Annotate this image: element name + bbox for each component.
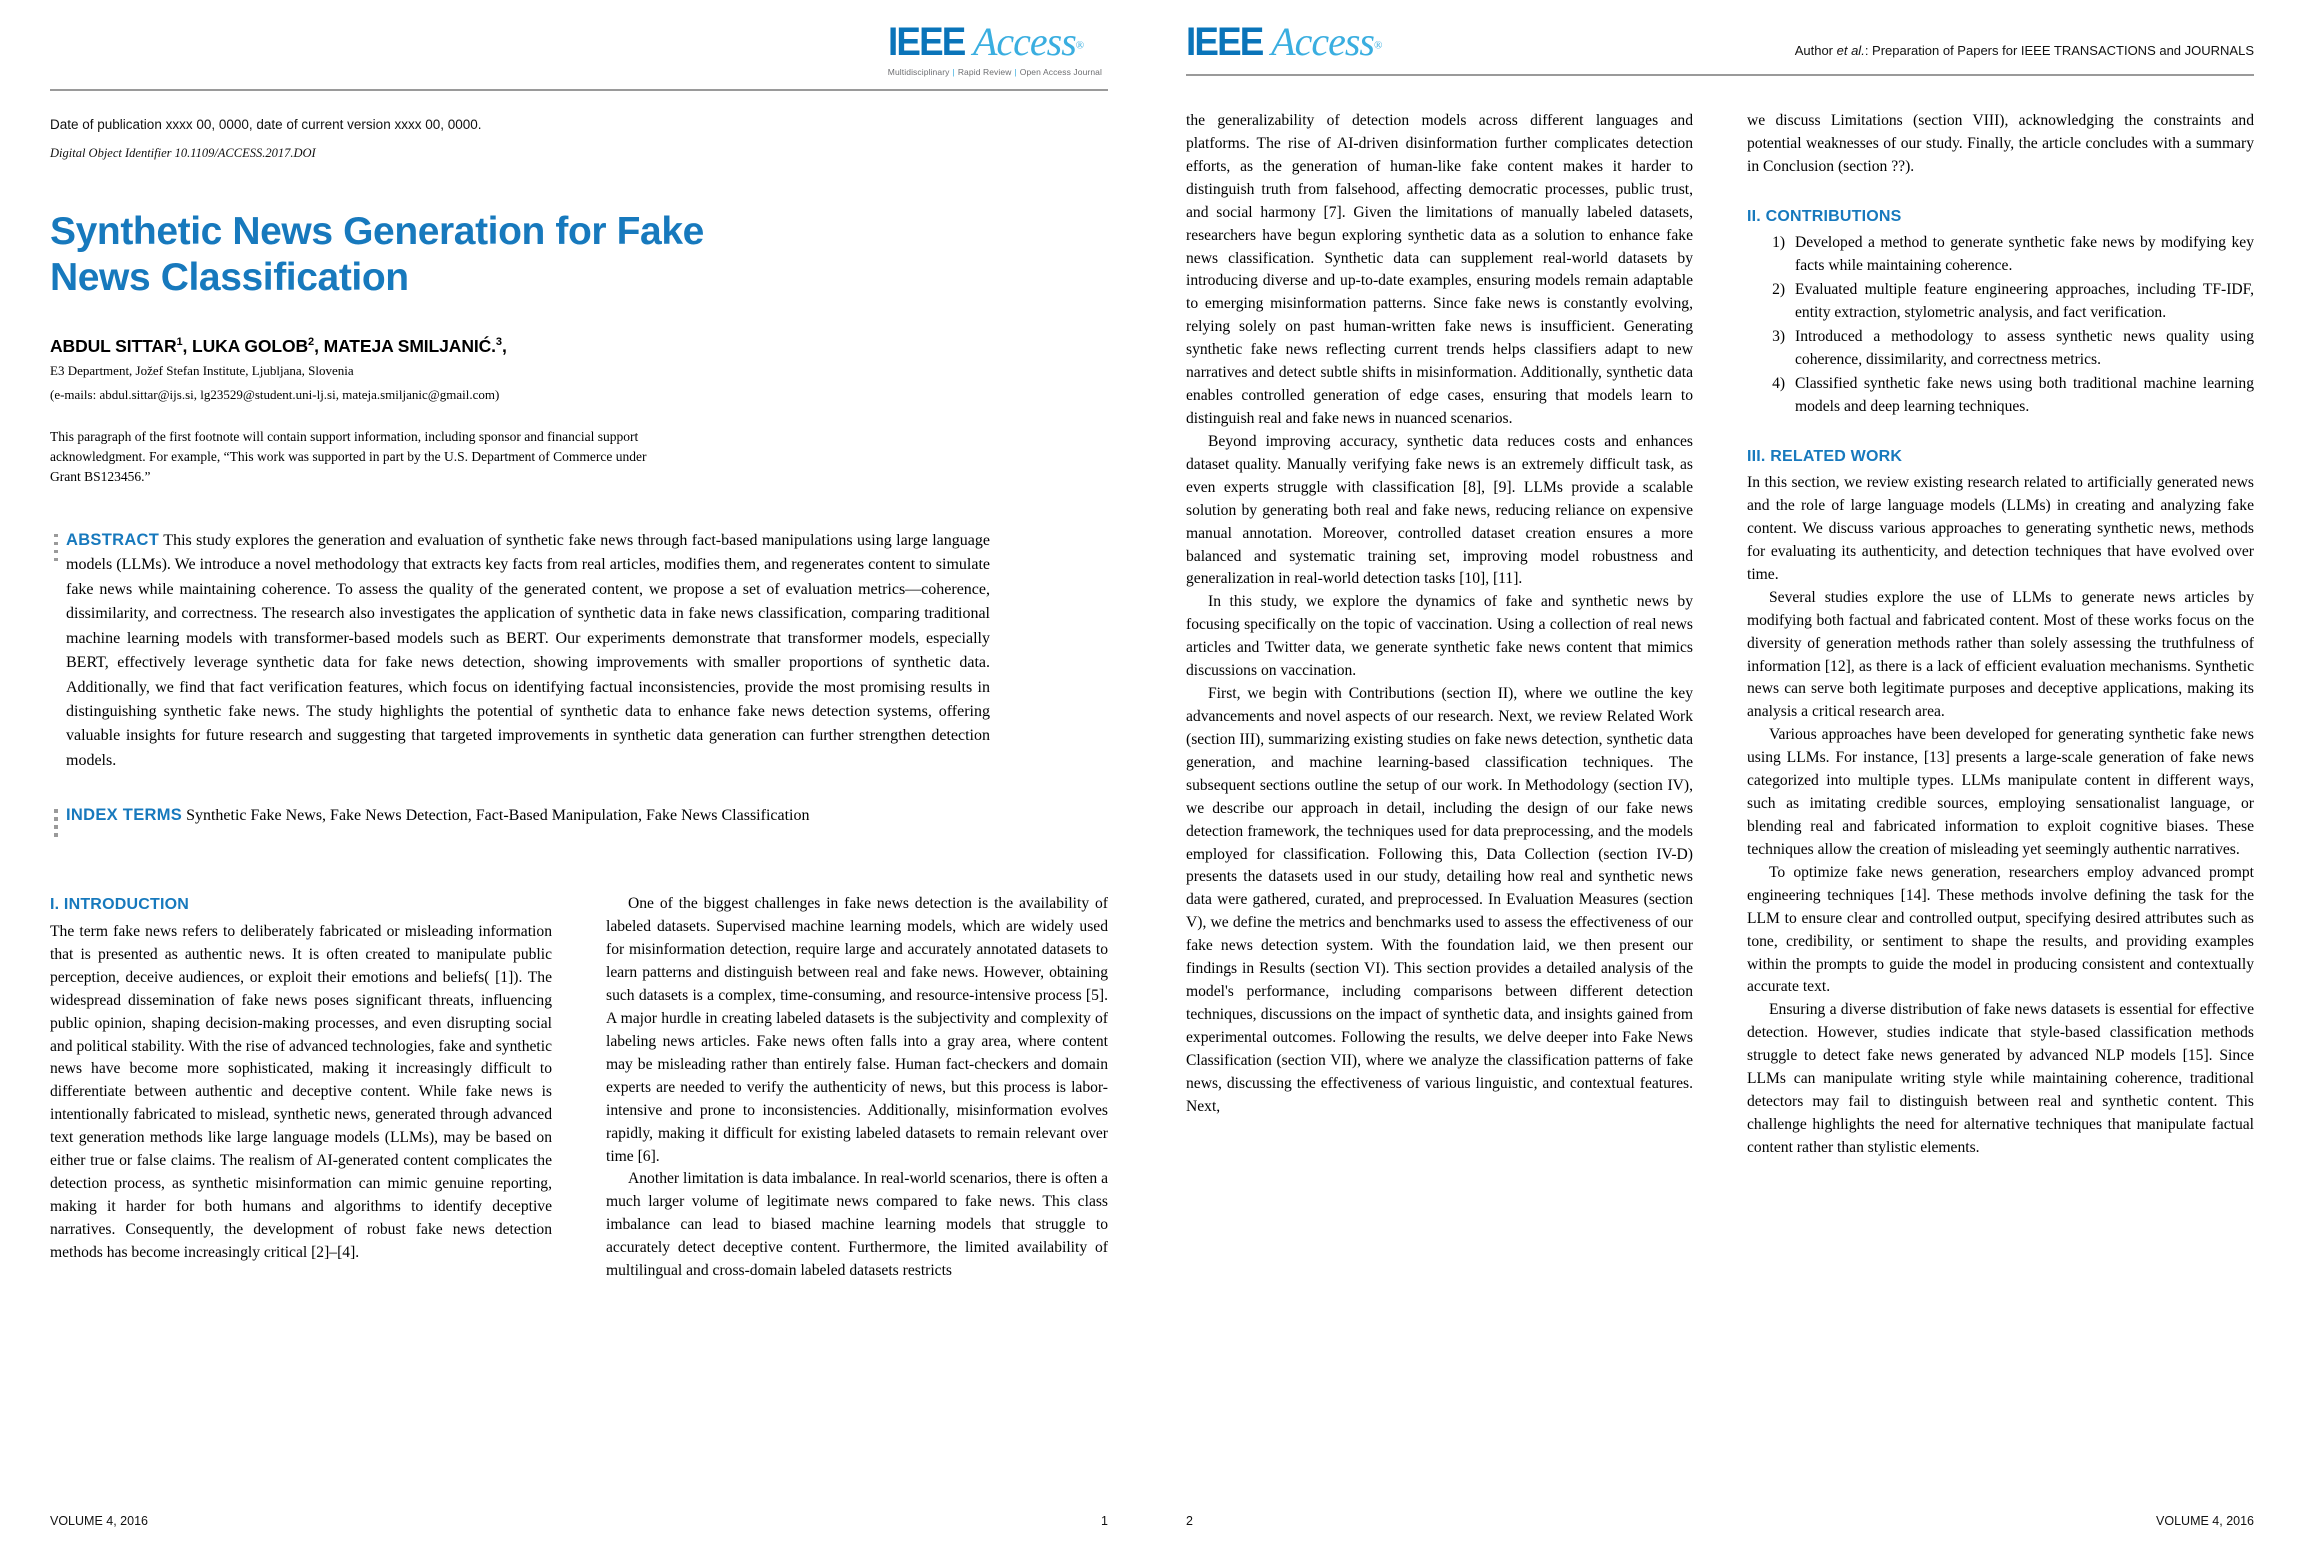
paragraph: In this study, we explore the dynamics of fake and synthetic news by focusing specifically on the topic of vaccination. Using a collection of real news articles and Twitter data, we generate synthetic fake news content that mimics discussions on vaccination. [1186, 593, 1693, 680]
author-list: ABDUL SITTAR$^1$, LUKA GOLOB$^2$, MATEJA SMILJANIĆ.$^3$, [50, 336, 507, 357]
header-divider [50, 89, 1108, 91]
footer-page-number: 2 [1186, 1514, 1193, 1528]
paragraph: Ensuring a diverse distribution of fake news datasets is essential for effective detection. However, studies indicate that style-based classification methods struggle to detect fake news generated by advanced NLP models [15]. Since LLMs can manipulate writing style while maintaining coherence, traditional detectors may fail to distinguish between real and synthetic content. This challenge highlights the need for alternative techniques that manipulate factual content rather than stylistic elements. [1747, 1001, 2254, 1156]
page-one-footer [0, 1514, 1152, 1528]
list-item: 4. Classified synthetic fake news using both traditional machine learning models and deep learning techniques. [1789, 373, 2254, 419]
registered-trademark-icon: ® [1075, 39, 1085, 52]
author-emails: (e-mails: abdul.sittar@ijs.si, lg23529@student.uni-lj.si, mateja.smiljanic@gmail.com) [50, 387, 500, 403]
paragraph: To optimize fake news generation, researchers employ advanced prompt engineering techniques [14]. These methods involve defining the task for the LLM to ensure clear and controlled output, specifying desired attributes such as tone, credibility, or sentiment to shape the results, and providing examples within the prompts to guide the model in producing consistent and contextually accurate text. [1747, 863, 2254, 996]
abstract-block [50, 528, 990, 774]
index-terms-dot-rule-icon [50, 803, 66, 841]
page-two-column-right [1747, 110, 2254, 1160]
logo-tagline [888, 67, 1102, 77]
page-one-column-left [50, 893, 552, 1283]
ieee-wordmark-text: IEEE [887, 20, 965, 64]
paragraph: Another limitation is data imbalance. In real-world scenarios, there is often a much larger volume of legitimate news compared to fake news. This class imbalance can lead to biased machine learning models that struggle to accurately detect deceptive content. Furthermore, the limited availability of multilingual and cross-domain labeled datasets restricts [606, 1170, 1108, 1280]
digital-object-identifier: Digital Object Identifier 10.1109/ACCESS.2017.DOI [50, 146, 316, 160]
paragraph: In this section, we review existing research related to artificially generated news and the role of large language models (LLMs) in creating and analyzing fake content. We discuss various approaches to generating synthetic news, methods for evaluating its authenticity, and detection techniques that have evolved over time. [1747, 474, 2254, 583]
tagline-multidisciplinary: Multidisciplinary [887, 67, 950, 77]
abstract-dot-rule-icon [50, 528, 66, 774]
paragraph: the generalizability of detection models across different languages and platforms. The rise of AI-driven disinformation further complicates detection efforts, as the generation of human-like fake content makes it harder to distinguish truth from falsehood, affecting democratic processes, public trust, and social harmony [7]. Given the limitations of manually labeled datasets, researchers have begun exploring synthetic data as a solution to enhance fake news classification. Synthetic data can supplement real-world datasets by introducing diverse and up-to-date examples, ensuring models remain adaptable to emerging misinformation patterns. Since fake news is constantly evolving, relying solely on past human-written fake news is insufficient. Generating synthetic fake news reflecting current trends helps classifiers adapt to new narratives and detect subtle shifts in misinformation. Additionally, synthetic data enables controlled generation of edge cases, ensuring that models learn to distinguish real and fake news in nuanced scenarios. [1186, 112, 1693, 427]
index-terms-text: Synthetic Fake News, Fake News Detection, Fact-Based Manipulation, Fake News Classification [186, 807, 810, 825]
running-head-prefix: Author [1794, 43, 1837, 58]
tagline-rapid-review: Rapid Review [957, 67, 1012, 77]
tagline-separator-icon: | [1014, 67, 1017, 77]
page-one-logo-row [50, 19, 1108, 77]
author-affiliation: E3 Department, Jožef Stefan Institute, Ljubljana, Slovenia [50, 363, 354, 379]
registered-trademark-icon: ® [1373, 39, 1383, 52]
index-terms-block [50, 803, 990, 841]
tagline-separator-icon: | [952, 67, 955, 77]
index-terms-label: INDEX TERMS [66, 806, 183, 825]
page-one-column-right [606, 893, 1108, 1283]
page-two-columns [1186, 110, 2254, 1160]
page-two-column-left [1186, 110, 1693, 1160]
section-heading-related-work: III. RELATED WORK [1747, 447, 1903, 465]
abstract-body [66, 528, 990, 774]
paragraph: Several studies explore the use of LLMs to generate news articles by modifying both factual and fabricated content. Most of these works focus on the diversity of generation methods rather than solely assessing the truthfulness of information [12], as there is a lack of efficient evaluation mechanisms. Synthetic news can serve both legitimate purposes and deceptive applications, making its analysis a critical research area. [1747, 588, 2254, 721]
running-head [1795, 43, 2254, 62]
paragraph: First, we begin with Contributions (section II), where we outline the key advancements and novel aspects of our research. Next, we review Related Work (section III), summarizing existing studies on fake news detection, synthetic data generation, and machine learning-based classification techniques. The subsequent sections outline the setup of our work. In Methodology (section IV), we describe our approach in detail, including the design of our fake news detection framework, the techniques used for data preprocessing, and the models employed for classification. Following this, Data Collection (section IV-D) presents the datasets used in our study, detailing how real and synthetic news data were gathered, curated, and preprocessed. In Evaluation Measures (section V), we define the metrics and benchmarks used to assess the effectiveness of our fake news detection system. With the foundation laid, we then present our findings in Results (section VI). This section provides a detailed analysis of the model's performance, including comparisons between different detection techniques, discussions on the impact of synthetic data, and insights gained from experimental outcomes. Following the results, we delve deeper into Fake News Classification (section VII), where we analyze the classification patterns of fake news, discussing the effectiveness of various linguistic, and contextual features. Next, [1186, 685, 1693, 1115]
list-item: 3. Introduced a methodology to assess synthetic news quality using coherence, dissimilarity, and correctness metrics. [1789, 326, 2254, 372]
ieee-access-logo [1186, 19, 1383, 64]
list-item: 2. Evaluated multiple feature engineering approaches, including TF-IDF, entity extraction, stylometric analysis, and fact verification. [1789, 279, 2254, 325]
section-heading-contributions: II. CONTRIBUTIONS [1747, 207, 1902, 225]
page-title: Synthetic News Generation for Fake News Classification [50, 210, 704, 299]
footer-volume: VOLUME 4, 2016 [50, 1514, 148, 1528]
support-footnote: This paragraph of the first footnote will contain support information, including sponsor and financial support acknowledgment. For example, “This work was supported in part by the U.S. Department of Commerce under Grant BS123456.” [50, 428, 647, 485]
page-two [1152, 0, 2304, 1566]
ieee-wordmark-text: IEEE [1186, 20, 1263, 64]
index-terms-body [66, 803, 990, 841]
paragraph: we discuss Limitations (section VIII), acknowledging the constraints and potential weaknesses of our study. Finally, the article concludes with a summary in Conclusion (section ??). [1747, 112, 2254, 175]
paragraph: Beyond improving accuracy, synthetic data reduces costs and enhances dataset quality. Manually verifying fake news is an extremely difficult task, as even experts struggle with classification [8], [9]. LLMs provide a scalable solution by generating both real and fake news, reducing reliance on expensive manual annotation. Moreover, controlled dataset creation ensures a more balanced and systematic training set, improving model robustness and generalization in real-world detection tasks [10], [11]. [1186, 432, 1693, 588]
abstract-text: This study explores the generation and evaluation of synthetic fake news through fact-based manipulations using large language models (LLMs). We introduce a novel methodology that extracts key facts from real articles, modifies them, and regenerates content to simulate fake news while maintaining coherence. To assess the quality of the generated content, we propose a set of evaluation metrics—coherence, dissimilarity, and correctness. The research also investigates the application of synthetic data in fake news classification, comparing traditional machine learning models with transformer-based models such as BERT. Our experiments demonstrate that transformer models, especially BERT, effectively leverage synthetic data for fake news detection, showing improvements with smaller proportions of synthetic data. Additionally, we find that fact verification features, which focus on identifying factual inconsistencies, provide the most promising results in distinguishing synthetic fake news. The study highlights the potential of synthetic data to enhance fake news detection systems, offering valuable insights for future research and suggesting that targeted improvements in synthetic data generation can further strengthen detection models. [66, 531, 990, 769]
paragraph: Various approaches have been developed for generating synthetic fake news using LLMs. For instance, [13] presents a large-scale generation of fake news categorized into multiple types. LLMs manipulate content in different ways, such as imitating credible sources, employing sensationalist language, or blending real and fabricated information to exploit cognitive biases. These techniques allow the creation of misleading yet seemingly authentic narratives. [1747, 726, 2254, 858]
running-head-suffix: : Preparation of Papers for IEEE TRANSACTIONS and JOURNALS [1864, 43, 2254, 58]
header-divider [1186, 74, 2254, 76]
access-wordmark-text: Access [972, 19, 1076, 64]
ieee-access-wordmark [1186, 19, 1383, 64]
footer-page-number: 1 [1101, 1514, 1108, 1528]
page-two-header [1186, 19, 2254, 64]
ieee-access-wordmark [887, 19, 1085, 64]
tagline-open-access: Open Access Journal [1019, 67, 1102, 77]
abstract-label: ABSTRACT [66, 530, 160, 549]
paragraph: One of the biggest challenges in fake news detection is the availability of labeled datasets. Supervised machine learning models, which are widely used for misinformation detection, require large and accurately annotated datasets to learn patterns and distinguish between real and fake news. However, obtaining such datasets is a complex, time-consuming, and resource-intensive process [5]. A major hurdle in creating labeled datasets is the subjectivity and complexity of labeling news articles. Fake news often falls into a gray area, where content may be misleading rather than entirely false. Human fact-checkers and domain experts are needed to verify the authenticity of news, but this process is labor-intensive and prone to inconsistencies. Additionally, misinformation evolves rapidly, making it difficult for existing labeled datasets to remain relevant over time [6]. [606, 895, 1108, 1165]
page-one-columns [50, 893, 1108, 1283]
publication-date: Date of publication xxxx 00, 0000, date of current version xxxx 00, 0000. [50, 117, 482, 132]
list-item: 1. Developed a method to generate synthetic fake news by modifying key facts while maintaining coherence. [1789, 232, 2254, 278]
contributions-list [1747, 232, 2254, 418]
access-wordmark-text: Access [1271, 19, 1374, 64]
page-two-footer [1152, 1514, 2304, 1528]
paragraph: The term fake news refers to deliberately fabricated or misleading information that is presented as authentic news. It is often created to manipulate public perception, deceive audiences, or exploit their emotions and beliefs( [1]). The widespread dissemination of fake news poses significant threats, influencing public opinion, shaping decision-making processes, and even disrupting social and political stability. With the rise of advanced technologies, fake and synthetic news have become more sophisticated, making it increasingly difficult to differentiate between authentic and deceptive content. While fake news is intentionally fabricated to mislead, synthetic news, generated through advanced text generation methods like large language models (LLMs), may be based on either true or false claims. The realism of AI-generated content complicates the detection process, as synthetic misinformation can mimic genuine reporting, making it harder for both humans and algorithms to identify deceptive narratives. Consequently, the development of robust fake news detection methods has become increasingly critical [2]–[4]. [50, 922, 552, 1261]
section-heading-introduction: I. INTRODUCTION [50, 896, 189, 914]
running-head-etal: et al. [1836, 43, 1865, 58]
ieee-access-logo [887, 19, 1102, 77]
footer-volume: VOLUME 4, 2016 [2156, 1514, 2254, 1528]
